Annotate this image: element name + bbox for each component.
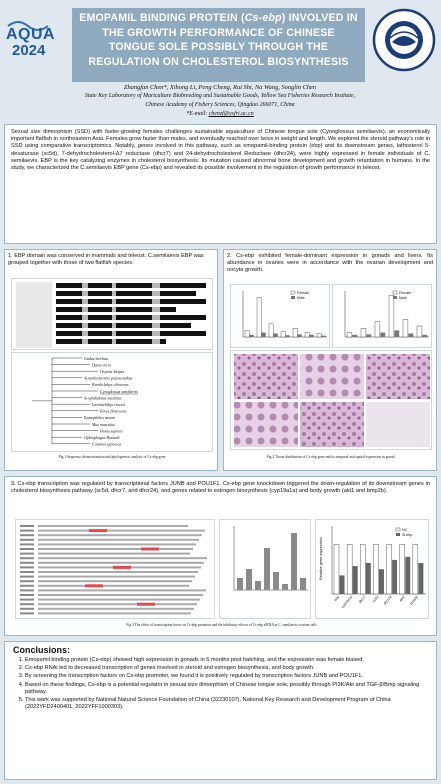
binding-site-mark [137, 603, 155, 606]
bar-female [245, 330, 249, 337]
fig2b-chart [333, 285, 432, 348]
title-line-2: THE GROWTH PERFORMANCE OF CHINESE [102, 26, 335, 39]
legend-swatch [291, 291, 295, 294]
tree-graphic [12, 353, 213, 452]
fig3c-chart [316, 520, 429, 619]
seq-line [38, 553, 190, 555]
seq-line [38, 562, 204, 564]
finding-3-text: 3. Cs-ebp transcription was regulated by transcriptional factors JUNB and POU1F1. Cs-ebp gene knockdown triggered the down-regulation of its downstream genes in cholesterol biosynthesis pathway (sc5d, dhcr7, and dhcr24), and genes related to estrogen biosynthesis (cyp19a1a) and body growth (akt1 and bmp2b). [11, 481, 430, 495]
fig3b-chart [220, 520, 311, 619]
legend-label: Female [297, 290, 309, 295]
bar-male [422, 335, 427, 337]
bar-si-ebp [418, 563, 423, 594]
fig2-temporal-bars [332, 284, 432, 348]
aqua-year: 2024 [12, 42, 46, 59]
tree-species-label: Oryzias latipes [100, 369, 125, 374]
gene-label: dhcr7 [357, 595, 367, 605]
bar-nc [373, 544, 378, 594]
tree-species-label: Coturnix japonica [92, 441, 122, 447]
legend-swatch [396, 528, 400, 531]
bar-si-ebp [366, 563, 371, 594]
seq-line-number [20, 534, 34, 536]
bar-female [417, 326, 422, 337]
binding-site-mark [113, 566, 131, 569]
bar-male [366, 334, 371, 337]
seq-line [38, 599, 200, 601]
finding-3-panel [4, 476, 437, 636]
gene-label: bmp2b [409, 595, 419, 606]
bar [291, 533, 297, 590]
title-banner [72, 8, 365, 82]
gene-label: ebp [333, 595, 341, 602]
gene-label: cyp19a1a [340, 595, 354, 609]
fig1-alignment [11, 278, 213, 350]
title-line-1: EMOPAMIL BINDING PROTEIN (Cs-ebp) INVOLVED IN [79, 12, 358, 24]
bar-male [322, 336, 326, 337]
bar-si-ebp [340, 575, 345, 594]
seq-line-number [20, 530, 34, 532]
seq-line [38, 543, 196, 545]
seq-line [38, 603, 197, 605]
bar [246, 569, 252, 590]
tree-species-label: Gadus morhua [84, 355, 108, 361]
seq-line [38, 530, 205, 532]
seq-line-number [20, 580, 34, 582]
binding-site-mark [89, 529, 107, 532]
legend-label: Male [399, 295, 407, 300]
bar-male [310, 335, 314, 337]
aqua-logo [4, 18, 62, 60]
tree-species-label: Cynoglossus semilaevis [100, 388, 138, 394]
seq-line-number [20, 539, 34, 541]
fig2-tissue-bars [230, 284, 330, 348]
abstract-panel [4, 124, 437, 244]
legend-label: Male [297, 295, 305, 300]
seq-line [38, 608, 194, 610]
fig2-caption: Fig.2 Tissue distribution of Cs-ebp gene and its temporal and spatial expression in gonad. [266, 455, 396, 459]
bar-si-ebp [379, 569, 384, 594]
bar [300, 578, 306, 590]
seq-line [38, 557, 207, 559]
gene-label: sc5d [371, 595, 380, 604]
seq-line-number [20, 589, 34, 591]
bar-nc [347, 544, 352, 594]
tree-species-label: Epinephelus moara [84, 415, 116, 421]
bar-si-ebp [353, 566, 358, 594]
bar [264, 548, 270, 590]
seq-line [38, 589, 206, 591]
bar-si-ebp [405, 557, 410, 594]
title-line-3: TONGUE SOLE POSSIBLY THROUGH THE [108, 41, 329, 54]
abstract-text: Sexual size dimorphism (SSD) with faster-growing females challenges sustainable aquaculture of Chinese tongue sole (Cynoglossus semilaevis), an economically important flatfish in northeastern Asia. Females grow faster than males, and eventually reached over twice in weight and length. We explored the steroid pathway's role in SSD using comparative transcriptomics. Notably, genes involved in this pathway, such as emopamil-binding protein (ebp) and its downstream genes, lathosterol 5-desaturase (sc5d), 7-dehydrocholesterol-Δ7 reductase (dhcr7) and 24-dehydrocholesterol Reductase (dhcr24), were highly expressed in female individuals of C. semilaevis. EBP is the key catalyzing enzymes in cholesterol biosynthesis. Its mutation caused abnormal bone development and growth retardation in humans. In the study, we characterized the C.semilaevis EBP gene (Cs-ebp) and revealed its possible involvement in the regulation of growth performance in teleost. [11, 129, 430, 172]
bar-male [298, 334, 302, 337]
promoter-sequence-graphic [16, 520, 215, 619]
binding-site-mark [85, 584, 103, 587]
legend-label: NC [402, 527, 408, 532]
affiliation-2: Chinese Academy of Fishery Sciences, Qingdao 266071, China [145, 102, 295, 108]
bar-nc [413, 544, 418, 594]
bar-male [394, 330, 399, 337]
seq-line [38, 576, 195, 578]
binding-site-mark [141, 548, 159, 551]
legend-swatch [396, 533, 400, 536]
bar-female [317, 333, 321, 337]
bar-si-ebp [392, 560, 397, 594]
fig3-promoter-sequence [15, 519, 215, 619]
bar-nc [334, 544, 339, 594]
conclusion-item: 2. Cs-ebp RNAi led to decreased transcription of genes involved in steroid and estrogen biosynthesis, and body growth. [25, 665, 428, 672]
tree-species-label: Mus musculus [92, 421, 115, 427]
finding-2-panel [223, 249, 437, 471]
seq-line-number [20, 553, 34, 555]
tree-species-label: Larimichthys crocea [92, 402, 125, 407]
tree-species-label: Acanthochromis polyacanthus [84, 375, 133, 381]
seq-line-number [20, 603, 34, 605]
seq-line [38, 548, 193, 550]
tree-species-label: Danio rerio [92, 362, 111, 368]
bar-female [361, 328, 366, 337]
conclusion-item: 3. By screening the transcription factors on Cs-ebp promoter, we found it is positively regulated by transcription factors JUNB and POU1F1. [25, 673, 428, 680]
seq-line-number [20, 543, 34, 545]
bar [273, 572, 279, 590]
bar [255, 581, 261, 590]
fig3-luciferase-bars [219, 519, 311, 619]
seq-line-number [20, 612, 34, 614]
bar-male [352, 335, 357, 337]
bar-male [274, 333, 278, 337]
bar-female [375, 322, 380, 337]
finding-1-panel [4, 249, 218, 471]
finding-2-text: 2. Cs-ebp exhibited female-dominant expression in gonads and livers. Its abundance in ovaries were in accordance with the ovarian development and oocyte growth. [227, 253, 433, 274]
legend-swatch [393, 291, 397, 294]
tree-species-label: Ophiophagus Hannah [84, 435, 120, 440]
legend-swatch [291, 296, 295, 299]
bar-nc [400, 544, 405, 594]
title-line-4: REGULATION ON CHOLESTEROL BIOSYNTHESIS [88, 55, 349, 68]
affiliation-1: State Key Laboratory of Mariculture Biobreeding and Sustainable Goods, Yellow Sea Fisheries Research Institute, [84, 93, 356, 99]
seq-line [38, 580, 192, 582]
email-line: *E-mail: chenzf@ysfri.ac.cn [186, 111, 254, 117]
seq-line-number [20, 599, 34, 601]
institute-logo [372, 8, 436, 72]
email-link[interactable]: chenzf@ysfri.ac.cn [208, 111, 254, 117]
seq-line [38, 539, 199, 541]
bar-male [286, 335, 290, 337]
finding-1-text: 1. EBP domain was conserved in mammals and teleost. C.semilaevis EBP was grouped together with those of two flatfish species. [8, 253, 204, 267]
histology-images [231, 351, 432, 450]
seq-line-number [20, 608, 34, 610]
legend-swatch [393, 296, 397, 299]
bar-female [293, 328, 297, 337]
seq-line-number [20, 576, 34, 578]
tree-species-label: Homo sapiens [100, 428, 123, 434]
bar-male [408, 333, 413, 337]
y-axis-label: Relative gene expression [319, 537, 323, 580]
tree-species-label: Scophthalmus maximus [84, 395, 122, 401]
conclusion-item: 4. Based on these findings, Cs-ebp is a potential regulator in sexual size dimorphism of Chinese tongue sole, possibly through PI3K/Akt and TGF-β/Bmp signaling pathway. [25, 682, 428, 696]
conclusion-item: 1. Emopamil binding protein (Cs-ebp) showed high expression in gonads in 6 months post hatching, and the expression was female biased. [25, 657, 428, 664]
seq-line-number [20, 571, 34, 573]
aqua-name: AQUA [6, 26, 56, 43]
bar-male [250, 335, 254, 337]
bar-female [269, 324, 273, 337]
institute-seal-icon [372, 8, 436, 72]
conclusion-item: 5. This work was supported by National Natural Science Foundation of China (32230107), National Key Research and Development Program of China (2022YFD2400401, 2022YFF1000303). [25, 697, 428, 711]
bar-male [262, 333, 266, 337]
seq-line [38, 585, 189, 587]
bar [237, 578, 243, 590]
fig3-caption: Fig.3 The effect of transcription factor on Cs-ebp promoter and the inhibitory effects of Cs-ebp siRNA in C. semilaevis ovarian cells. [126, 623, 318, 627]
legend-label: Female [399, 290, 411, 295]
authors: Zhangfan Chen*, Xihong Li, Peng Cheng, Rui Shi, Na Wang, Songlin Chen [123, 84, 317, 91]
seq-line-number [20, 566, 34, 568]
seq-line-number [20, 562, 34, 564]
conclusions-panel [4, 641, 437, 780]
bar-female [257, 297, 261, 337]
conclusions-list [13, 657, 428, 711]
fig1-phylogenetic-tree [11, 352, 213, 452]
bar-female [305, 333, 309, 337]
fig1-caption: Fig.1 Sequence characterization and phylogenetic analysis of Cs-ebp gene [58, 455, 166, 459]
alignment-graphic [12, 279, 213, 350]
gene-label: dhcr24 [382, 595, 393, 606]
bar-nc [387, 544, 392, 594]
conclusions-title: Conclusions: [13, 645, 71, 655]
seq-line [38, 571, 198, 573]
seq-line [38, 534, 202, 536]
legend-label: Si-ebp [402, 532, 413, 537]
seq-line-number [20, 525, 34, 527]
seq-line [38, 612, 191, 614]
bar-male [380, 333, 385, 337]
bar-nc [360, 544, 365, 594]
seq-line [38, 525, 188, 527]
fig2a-chart [231, 285, 330, 348]
seq-line-number [20, 594, 34, 596]
seq-line-number [20, 557, 34, 559]
gene-label: akt1 [398, 595, 406, 603]
seq-line-number [20, 548, 34, 550]
seq-line-number [20, 585, 34, 587]
seq-line [38, 594, 203, 596]
bar-female [389, 295, 394, 337]
bar-female [281, 332, 285, 337]
fig3-sirna-bars [315, 519, 429, 619]
bar [282, 584, 288, 590]
tree-species-label: Paralichthys olivaceus [92, 382, 129, 388]
tree-species-label: Perca flavescens [100, 408, 127, 414]
fig2-histology [230, 350, 432, 450]
bar-female [347, 333, 352, 337]
bar-female [403, 319, 408, 337]
